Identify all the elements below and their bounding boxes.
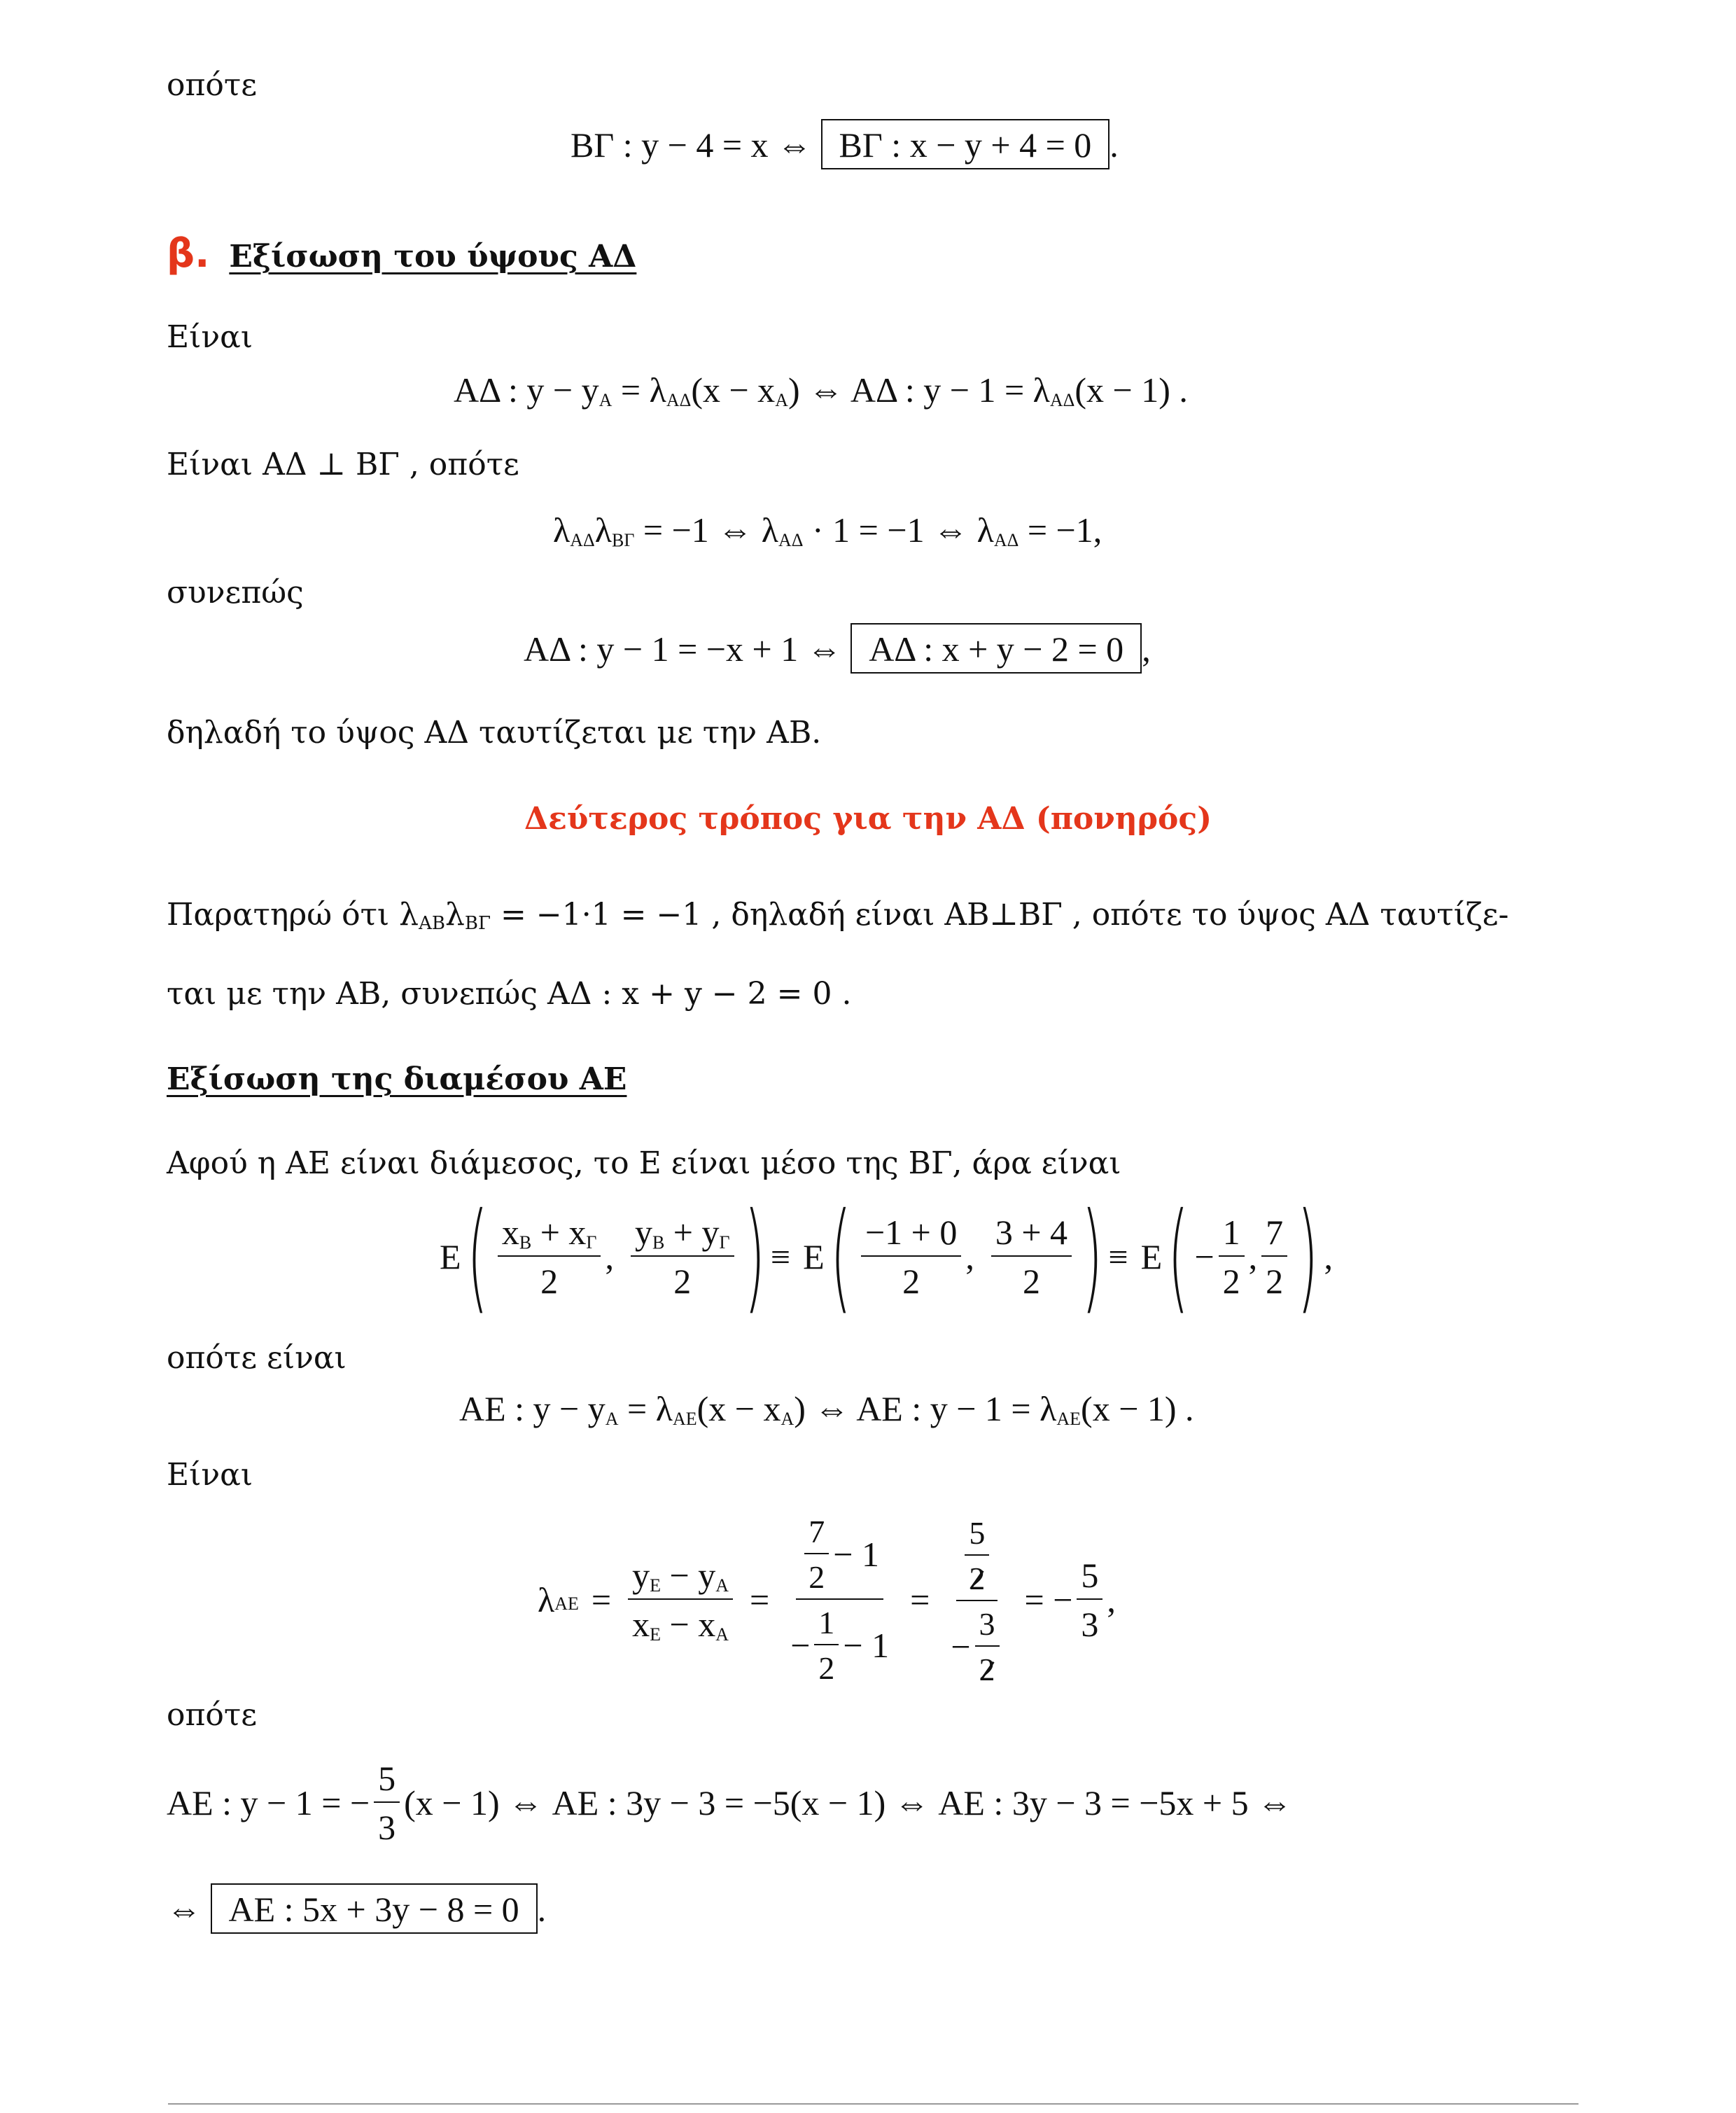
sub-bg: ΒΓ	[464, 913, 491, 934]
ae-line-p4: ) ⇔ ΑΕ : y − 1 = λ	[794, 1389, 1057, 1428]
three: 3	[378, 1808, 396, 1847]
frac-complex-2	[946, 1512, 1007, 1688]
text-einai-perp: Είναι ΑΔ ⊥ ΒΓ , οπότε	[167, 447, 519, 482]
frac-num1	[861, 1212, 961, 1302]
equation-ad-line	[454, 370, 1188, 410]
trail-comma: ,	[1107, 1580, 1116, 1619]
text-dhladh: δηλαδή το ύψος ΑΔ ταυτίζεται με την ΑΒ.	[167, 715, 822, 751]
ae-dot: .	[537, 1890, 547, 1929]
x: x	[698, 1605, 716, 1644]
sub-a: Α	[775, 390, 788, 410]
point-e: Ε	[803, 1237, 825, 1276]
second-way-title: Δεύτερος τρόπος για την ΑΔ (πονηρός)	[524, 801, 1212, 837]
equiv-arrow: ⇔	[167, 1890, 202, 1929]
result-eq: = −	[1024, 1580, 1073, 1619]
sub-ab: ΑΒ	[419, 913, 445, 934]
three: 3	[975, 1605, 1000, 1647]
sub-ae: ΑΕ	[672, 1409, 697, 1429]
seven: 7	[804, 1513, 829, 1554]
bg-dot: .	[1110, 125, 1119, 165]
y: y	[701, 1213, 720, 1252]
final-p1: ΑΕ : y − 1 = −	[167, 1783, 370, 1822]
section-b-letter: β.	[167, 231, 210, 277]
text-opote-2: οπότε	[167, 1697, 258, 1733]
paren-left: (	[1168, 1187, 1189, 1326]
one: 1	[814, 1604, 839, 1645]
plus: +	[531, 1213, 569, 1252]
sub-ad: ΑΔ	[570, 530, 595, 550]
two: 2	[1222, 1262, 1240, 1301]
minus: −	[661, 1605, 699, 1644]
equation-ae-final	[167, 1883, 546, 1934]
paren-right: )	[743, 1187, 765, 1326]
ad-comma: ,	[1142, 629, 1151, 669]
n1: −1 + 0	[861, 1212, 961, 1257]
ad-eq-lhs: ΑΔ : y − 1 = −x + 1 ⇔	[524, 629, 842, 669]
sep: ,	[965, 1237, 974, 1276]
lambda: λ	[444, 897, 465, 933]
frac-half	[1219, 1212, 1245, 1302]
text-einai-1: Είναι	[167, 319, 253, 355]
bg-eq-lhs: ΒΓ : y − 4 = x ⇔	[570, 125, 813, 165]
ad-line-p5: (x − 1) .	[1074, 370, 1188, 410]
ae-line-p5: (x − 1) .	[1081, 1389, 1194, 1428]
frac-five-thirds	[374, 1758, 400, 1848]
y: y	[634, 1213, 652, 1252]
sub-a: Α	[598, 390, 612, 410]
frac-result	[1077, 1555, 1102, 1645]
eq: =	[750, 1580, 770, 1619]
five: 5	[965, 1514, 989, 1556]
lambda: λ	[594, 510, 612, 550]
equation-ae-line	[459, 1389, 1194, 1429]
median-title: Εξίσωση της διαμέσου ΑΕ	[167, 1061, 627, 1097]
text-median-intro: Αφού η ΑΕ είναι διάμεσος, το Ε είναι μέσο της ΒΓ, άρα είναι	[167, 1145, 1121, 1181]
minus: −	[1194, 1237, 1214, 1276]
ad-line-p2: = λ	[612, 370, 666, 410]
ad-line-p1: ΑΔ : y − y	[454, 370, 599, 410]
frac-ymid	[631, 1212, 734, 1302]
ad-boxed-result: ΑΔ : x + y − 2 = 0	[850, 623, 1142, 674]
obs-b: = −1·1 = −1 , δηλαδή είναι ΑΒ⊥ΒΓ , οπότε το ύψος ΑΔ ταυτίζε-	[491, 897, 1509, 933]
y: y	[698, 1556, 716, 1595]
sub-b: Β	[652, 1232, 665, 1253]
equiv: ≡	[1108, 1237, 1128, 1276]
sub-ae: ΑΕ	[554, 1594, 579, 1614]
paren-left: (	[830, 1187, 851, 1326]
two: 2	[673, 1262, 692, 1301]
obs-a: Παρατηρώ ότι λ	[167, 897, 419, 933]
two: 2	[1266, 1262, 1284, 1301]
sub-ad: ΑΔ	[993, 530, 1019, 550]
text-opote-1: οπότε	[167, 67, 258, 103]
sub-bg: ΒΓ	[612, 530, 635, 550]
ae-line-p2: = λ	[618, 1389, 673, 1428]
two: 2	[540, 1262, 559, 1301]
point-e: Ε	[440, 1237, 461, 1276]
y: y	[632, 1556, 650, 1595]
x: x	[568, 1213, 587, 1252]
three: 3	[1081, 1605, 1099, 1644]
sub-e: Ε	[650, 1624, 662, 1645]
equation-midpoint	[440, 1187, 1333, 1326]
text-observation-line2: ται με την ΑΒ, συνεπώς ΑΔ : x + y − 2 = 0 .	[167, 976, 852, 1012]
lambda-p2: · 1 = −1 ⇔ λ	[803, 510, 994, 550]
lambda-p3: = −1,	[1018, 510, 1102, 550]
equation-ad	[524, 623, 1151, 674]
frac-complex-1	[786, 1513, 893, 1687]
frac-num2	[991, 1212, 1072, 1302]
text-synepos: συνεπώς	[167, 575, 304, 611]
sep: ,	[605, 1237, 614, 1276]
ad-line-p4: ) ⇔ ΑΔ : y − 1 = λ	[788, 370, 1050, 410]
sub-ad: ΑΔ	[666, 390, 692, 410]
five: 5	[1077, 1555, 1102, 1600]
neg: −	[951, 1627, 971, 1666]
sub-ae: ΑΕ	[1056, 1409, 1082, 1429]
point-e: Ε	[1140, 1237, 1163, 1276]
footer-rule	[168, 2103, 1578, 2105]
two: 2	[1022, 1262, 1040, 1301]
sub-a: Α	[715, 1575, 729, 1596]
section-b-title: Εξίσωση του ύψους ΑΔ	[229, 239, 637, 274]
ad-line-p3: (x − x	[691, 370, 776, 410]
plus: +	[664, 1213, 702, 1252]
final-p2: (x − 1) ⇔ ΑΕ : 3y − 3 = −5(x − 1) ⇔ ΑΕ : 3y − 3 = −5x + 5 ⇔	[404, 1783, 1293, 1822]
paren-right: )	[1082, 1187, 1103, 1326]
eq: =	[591, 1580, 612, 1619]
seven: 7	[1261, 1212, 1287, 1257]
five: 5	[374, 1758, 400, 1803]
lambda-p1: = −1 ⇔ λ	[634, 510, 779, 550]
two-cancelled: 2	[969, 1561, 986, 1596]
text-observation-line1	[167, 897, 1509, 934]
text-opote-einai: οπότε είναι	[167, 1340, 346, 1376]
lambda: λ	[553, 510, 570, 550]
frac-xmid	[498, 1212, 601, 1302]
section-b-heading	[167, 231, 637, 277]
sub-a: Α	[715, 1624, 729, 1645]
paren-left: (	[466, 1187, 488, 1326]
bg-boxed-result: ΒΓ : x − y + 4 = 0	[821, 119, 1110, 169]
eq: =	[910, 1580, 930, 1619]
two-cancelled: 2	[979, 1652, 995, 1687]
two: 2	[818, 1650, 835, 1686]
two: 2	[902, 1262, 920, 1301]
one: 1	[1219, 1212, 1245, 1257]
sub-ad: ΑΔ	[1049, 390, 1075, 410]
equation-bg	[570, 119, 1119, 169]
x: x	[632, 1605, 650, 1644]
sub-a: Α	[605, 1409, 619, 1429]
sub-e: Ε	[650, 1575, 662, 1596]
paren-right: )	[1297, 1187, 1319, 1326]
equiv: ≡	[770, 1237, 791, 1276]
x: x	[501, 1213, 519, 1252]
sub-a: Α	[780, 1409, 794, 1429]
ae-line-p3: (x − x	[696, 1389, 781, 1428]
frac-seven-half	[1261, 1212, 1287, 1302]
n2: 3 + 4	[991, 1212, 1072, 1257]
lambda: λ	[538, 1580, 555, 1619]
sub-b: Β	[519, 1232, 532, 1253]
minus-one: − 1	[843, 1626, 890, 1665]
equation-lambda-product	[553, 512, 1102, 548]
sep: ,	[1248, 1237, 1258, 1276]
sub-ad: ΑΔ	[778, 530, 804, 550]
two: 2	[808, 1559, 825, 1595]
neg: −	[790, 1626, 811, 1665]
minus-one: − 1	[833, 1535, 879, 1574]
ae-boxed-result: ΑΕ : 5x + 3y − 8 = 0	[211, 1883, 538, 1934]
equation-ae-final-derivation	[167, 1754, 1292, 1852]
sub-g: Γ	[719, 1232, 730, 1253]
ae-line-p1: ΑΕ : y − y	[459, 1389, 606, 1428]
equation-slope-ae	[538, 1505, 1116, 1694]
minus: −	[661, 1556, 699, 1595]
sub-g: Γ	[586, 1232, 597, 1253]
text-einai-2: Είναι	[167, 1457, 253, 1493]
trail-comma: ,	[1324, 1237, 1333, 1276]
frac-dy-dx	[628, 1555, 733, 1645]
